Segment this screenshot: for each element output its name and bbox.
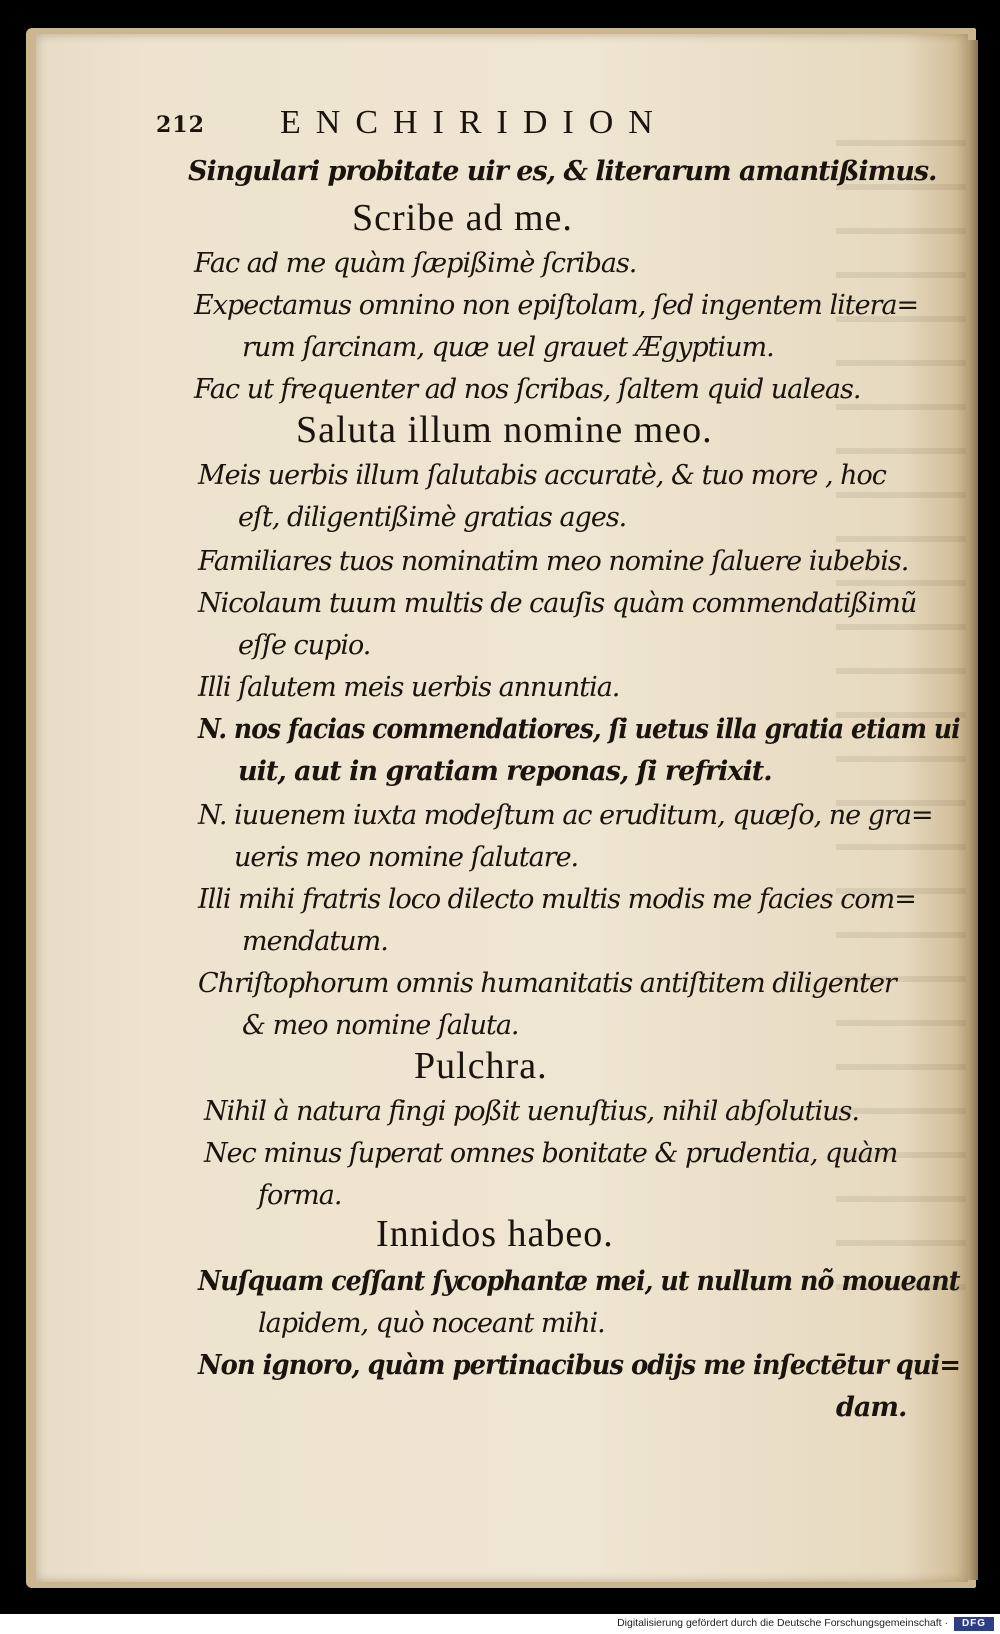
text-line: Nicolaum tuum multis de cauſis quàm commendatißimũ	[198, 588, 917, 619]
text-line: dam.	[836, 1392, 907, 1423]
text-line: rum ſarcinam, quæ uel grauet Ægyptium.	[242, 332, 774, 363]
text-line: eſt, diligentißimè gratias ages.	[238, 502, 627, 533]
section-heading: Innidos habeo.	[376, 1213, 614, 1255]
text-line: Familiares tuos nominatim meo nomine ſaluere iubebis.	[198, 546, 909, 577]
page-number: 212	[156, 112, 205, 138]
text-line: Illi ſalutem meis uerbis annuntia.	[198, 672, 620, 703]
section-heading: Pulchra.	[414, 1045, 548, 1087]
section-heading: Scribe ad me.	[352, 197, 573, 239]
text-line: Nihil à natura fingi poßit uenuſtius, nihil abſolutius.	[204, 1096, 859, 1127]
text-line: Non ignoro, quàm pertinacibus odijs me inſectētur qui=	[198, 1350, 961, 1381]
text-line: Fac ut frequenter ad nos ſcribas, ſaltem quid ualeas.	[194, 374, 861, 405]
digitization-footer	[0, 1614, 1000, 1634]
funding-credit: Digitalisierung gefördert durch die Deutsche Forschungsgemeinschaft ·	[617, 1617, 948, 1629]
text-line: N. iuuenem iuxta modeſtum ac eruditum, quæſo, ne gra=	[198, 800, 933, 831]
text-line: Fac ad me quàm ſæpißimè ſcribas.	[194, 248, 637, 279]
text-line: & meo nomine ſaluta.	[242, 1010, 519, 1041]
text-line: Nuſquam ceſſant ſycophantæ mei, ut nullum nõ moueant	[198, 1266, 960, 1297]
text-line: uit, aut in gratiam reponas, ſi refrixit.	[238, 756, 772, 787]
text-line: lapidem, quò noceant mihi.	[258, 1308, 605, 1339]
text-line: ueris meo nomine ſalutare.	[234, 842, 579, 873]
text-line: Expectamus omnino non epiſtolam, ſed ingentem litera=	[194, 290, 919, 321]
text-line: eſſe cupio.	[238, 630, 371, 661]
text-line: Chriſtophorum omnis humanitatis antiſtitem diligenter	[198, 968, 896, 999]
text-line: mendatum.	[242, 926, 388, 957]
text-line: Singulari probitate uir es, & literarum amantißimus.	[188, 156, 937, 187]
text-line: Nec minus ſuperat omnes bonitate & prudentia, quàm	[204, 1138, 898, 1169]
text-line: N. nos facias commendatiores, ſi uetus illa gratia etiam ui	[198, 714, 960, 745]
section-heading: Saluta illum nomine meo.	[296, 409, 713, 451]
running-head: ENCHIRIDION	[280, 104, 668, 141]
dfg-logo-icon: DFG	[954, 1617, 994, 1631]
text-line: Meis uerbis illum ſalutabis accuratè, & tuo more , hoc	[198, 460, 886, 491]
text-line: forma.	[258, 1180, 342, 1211]
text-line: Illi mihi fratris loco dilecto multis modis me facies com=	[198, 884, 916, 915]
